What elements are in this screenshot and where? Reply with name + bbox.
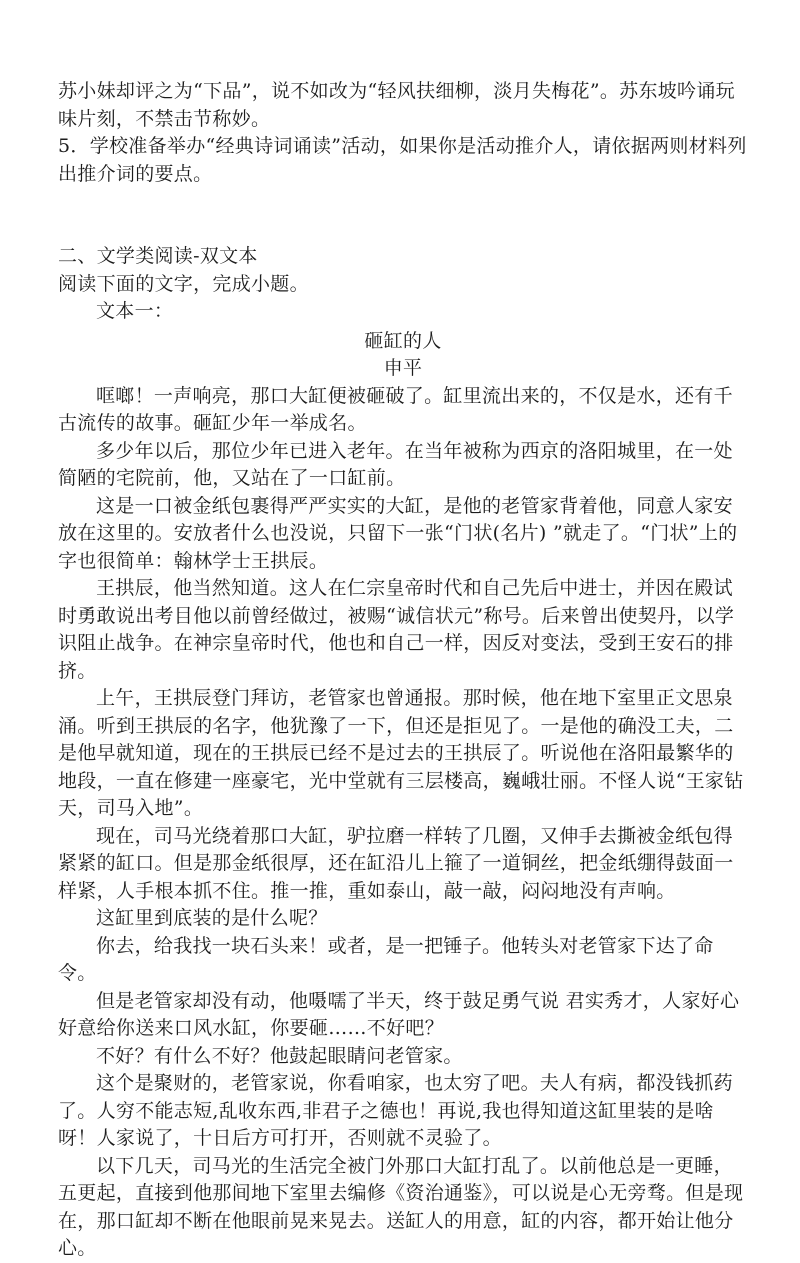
question-5: 5．学校准备举办“经典诗词诵读”活动，如果你是活动推介人，请依据两则材料列出推介词的要点。	[58, 135, 747, 185]
body-paragraph: 但是老管家却没有动，他嗫嚅了半天，终于鼓足勇气说 君实秀才，人家好心好意给你送来口风水缸，你要砸……不好吧？	[58, 989, 740, 1039]
section-spacer	[58, 188, 748, 243]
body-paragraph: 王拱辰，他当然知道。这人在仁宗皇帝时代和自己先后中进士，并因在殿试时勇敢说出考目他以前曾经做过，被赐“诚信状元”称号。后来曾出使契丹，以学识阻止战争。在神宗皇帝时代，他也和自己一样，因反对变法，受到王安石的排挤。	[58, 577, 735, 682]
reading-instruction: 阅读下面的文字，完成小题。	[58, 272, 309, 295]
body-paragraph: 哐啷！一声响亮，那口大缸便被砸破了。缸里流出来的，不仅是水，还有千古流传的故事。砸缸少年一举成名。	[58, 384, 733, 434]
document-page	[58, 78, 748, 1263]
body-paragraph: 不好？有什么不好？他鼓起眼睛问老管家。	[96, 1044, 463, 1067]
text-label: 文本一：	[96, 300, 174, 322]
body-paragraph: 这是一口被金纸包裹得严严实实的大缸，是他的老管家背着他，同意人家安放在这里的。安放者什么也没说，只留下一张“门状(名片) ”就走了。“门状”上的字也很简单：翰林学士王拱辰。	[58, 494, 738, 572]
body-paragraph: 现在，司马光绕着那口大缸，驴拉磨一样转了几圈，又伸手去撕被金纸包得紧紧的缸口。但是那金纸很厚，还在缸沿儿上箍了一道铜丝，把金纸绷得鼓面一样紧，人手根本抓不住。推一推，重如泰山，敲一敲，闷闷地没有声响。	[58, 824, 734, 902]
article-author: 申平	[383, 357, 423, 379]
body-paragraph: 你去，给我找一块石头来！或者，是一把锤子。他转头对老管家下达了命令。	[58, 934, 714, 984]
body-paragraph: 这个是聚财的，老管家说，你看咱家，也太穷了吧。夫人有病，都没钱抓药了。人穷不能志短,乱收东西,非君子之德也！再说,我也得知道这缸里装的是啥呀！人家说了，十日后方可打开，否则就不灵验了。	[58, 1072, 733, 1149]
body-paragraph: 上午，王拱辰登门拜访，老管家也曾通报。那时候，他在地下室里正文思泉涌。听到王拱辰的名字，他犹豫了一下，但还是拒见了。一是他的确没工夫，二是他早就知道，现在的王拱辰已经不是过去的王拱辰了。听说他在洛阳最繁华的地段，一直在修建一座豪宅，光中堂就有三层楼高，巍峨壮丽。不怪人说“王家钻天，司马入地”。	[58, 687, 744, 819]
body-paragraph: 这缸里到底装的是什么呢？	[96, 907, 328, 929]
article-title: 砸缸的人	[364, 329, 442, 352]
body-paragraph: 多少年以后，那位少年已进入老年。在当年被称为西京的洛阳城里，在一处简陋的宅院前，他，又站在了一口缸前。	[58, 439, 733, 489]
material-ending-paragraph: 苏小妹却评之为“下品”，说不如改为“轻风扶细柳，淡月失梅花”。苏东坡吟诵玩味片刻，不禁击节称妙。	[58, 80, 735, 130]
section-heading: 二、文学类阅读-双文本	[58, 245, 258, 267]
body-paragraph: 以下几天，司马光的生活完全被门外那口大缸打乱了。以前他总是一更睡，五更起，直接到他那间地下室里去编修《资治通鉴》，可以说是心无旁骛。但是现在，那口缸却不断在他眼前晃来晃去。送缸人的用意，缸的内容，都开始让他分心。	[58, 1154, 744, 1259]
